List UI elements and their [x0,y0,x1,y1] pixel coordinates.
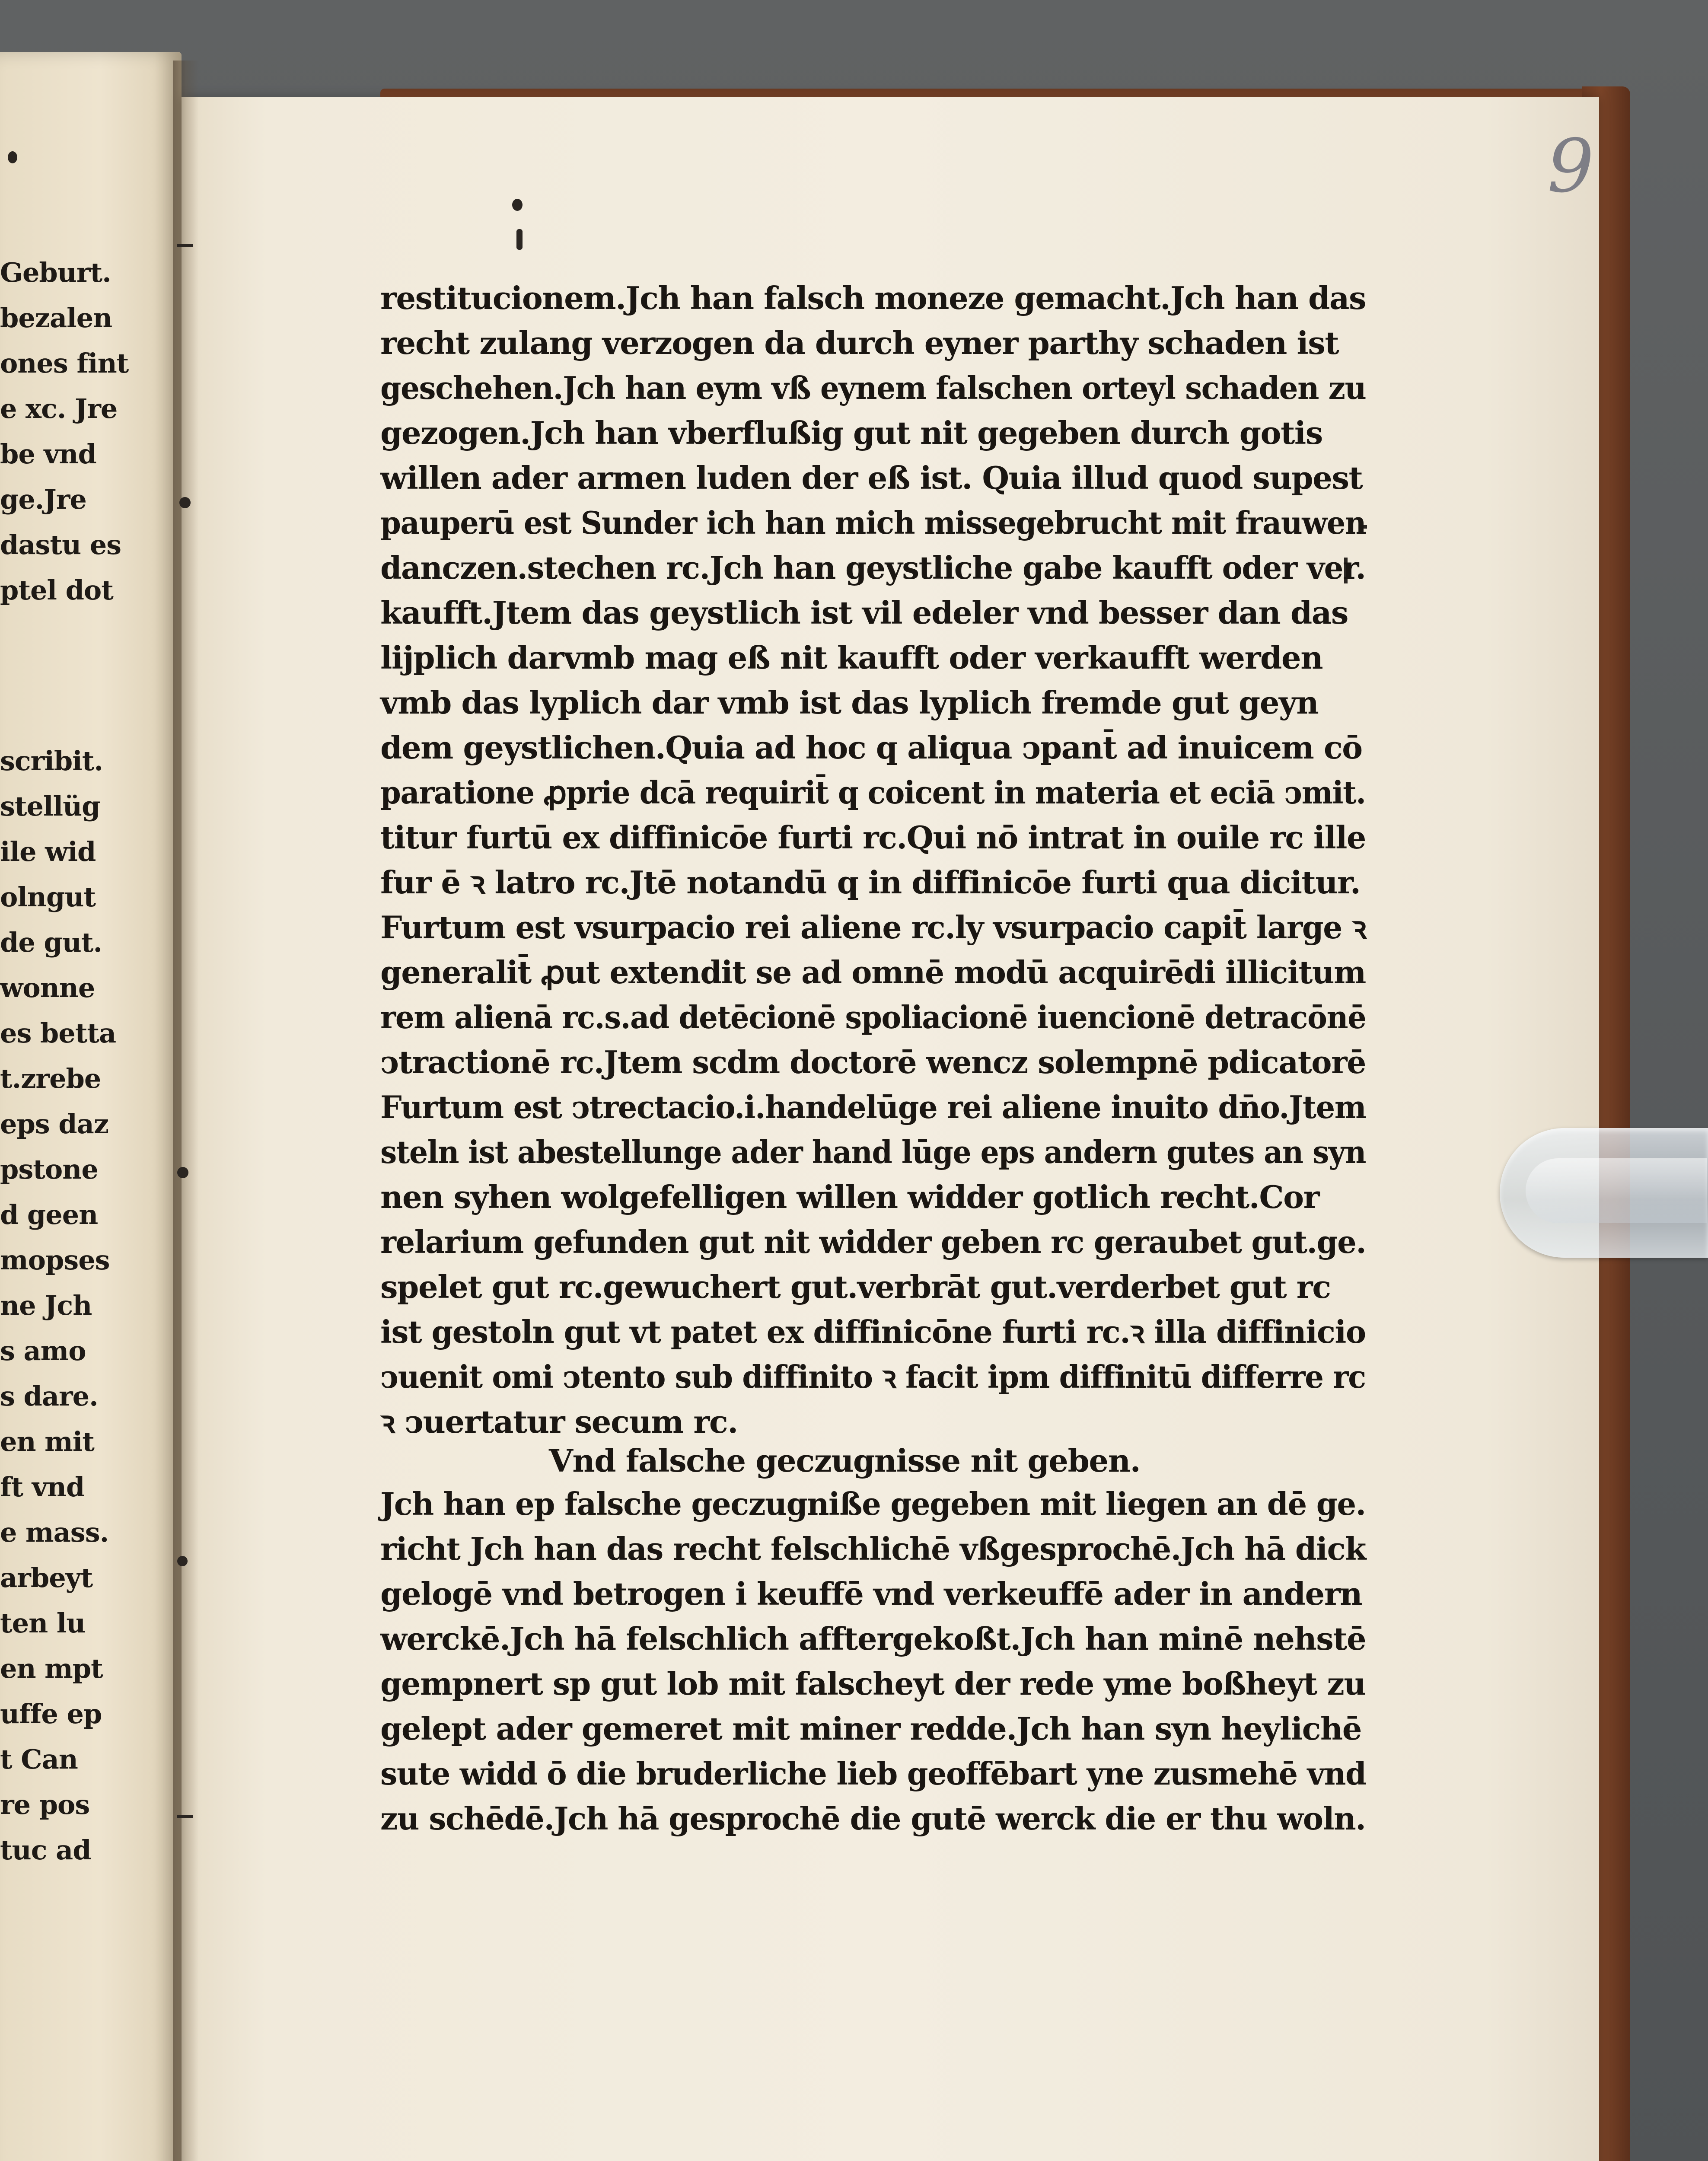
text-line: zu schēdē.Jch hā gesprochē die gutē werck die er thu woln. [380,1800,1366,1837]
left-page-fragment: arbeyt [0,1562,93,1594]
left-page [0,52,182,2161]
margin-tick [179,497,191,508]
text-line: relarium gefunden gut nit widder geben rc geraubet gut.ge. [380,1224,1366,1260]
text-line: geschehen.Jch han eym vß eynem falschen orteyl schaden zu [380,370,1366,406]
text-line: fur ē ꝛ latro rc.Jtē notandū q in diffinicōe furti qua dicitur. [380,864,1361,901]
margin-tick [177,1167,188,1178]
left-page-fragment: ile wid [0,836,96,867]
text-line: paratione ꝓprie dcā requirit̄ q coicent in materia et eciā ↄmit. [380,774,1366,811]
text-line: gempnert sp gut lob mit falscheyt der rede yme boßheyt zu [380,1665,1366,1702]
margin-tick [177,1556,188,1566]
text-line: steln ist abestellunge ader hand lūge eps andern gutes an syn [380,1134,1366,1170]
folio-number: 9 [1547,124,1594,209]
text-line: gelogē vnd betrogen i keuffē vnd verkeuffē ader in andern [380,1575,1362,1612]
text-line: Furtum est ↄtrectacio.i.handelūge rei aliene inuito dn̄o.Jtem [380,1089,1366,1125]
text-line: kaufft.Jtem das geystlich ist vil edeler vnd besser dan das [380,594,1348,631]
left-page-fragment: de gut. [0,927,102,958]
left-page-fragment: re pos [0,1789,90,1820]
ink-dot [512,199,523,211]
ink-dot [8,151,17,163]
text-line: werckē.Jch hā felschlich afftergekoßt.Jch han minē nehstē [380,1620,1366,1657]
section-heading: Vnd falsche geczugnisse nit geben. [549,1442,1141,1479]
left-page-fragment: uffe ep [0,1698,102,1730]
left-page-fragment: es betta [0,1017,116,1049]
left-page-fragment: be vnd [0,438,96,470]
text-line: gelept ader gemeret mit miner redde.Jch han syn heylichē [380,1710,1362,1747]
left-page-fragment: ptel dot [0,574,113,606]
left-page-fragment: olngut [0,881,96,913]
left-page-fragment: wonne [0,972,95,1004]
left-page-fragment: t Can [0,1743,78,1775]
left-page-fragment: pstone [0,1154,98,1185]
margin-tick [177,244,193,247]
text-line: restitucionem.Jch han falsch monezе gemacht.Jch han das [380,280,1366,316]
left-page-fragment: ones fint [0,347,129,379]
text-line: ↄtractionē rc.Jtem scdm doctorē wencz solempnē pdicatorē [380,1044,1366,1080]
left-page-fragment: en mit [0,1426,94,1457]
left-page-fragment: scribit. [0,745,103,777]
left-page-fragment: ge.Jre [0,484,86,515]
left-page-fragment: s amo [0,1335,86,1367]
left-page-fragment: t.zrebe [0,1063,101,1094]
left-page-fragment: stellüg [0,790,100,822]
text-line: vmb das lyplich dar vmb ist das lyplich fremde gut geyn [380,684,1319,721]
text-line: pauperū est Sunder ich han mich missegebrucht mit frauwen [380,504,1366,541]
text-line: rem alienā rc.s.ad detēcionē spoliacionē iuencionē detracōnē [380,999,1366,1036]
text-line: generalit̄ ꝓut extendit se ad omnē modū acquirēdi illicitum [380,954,1366,991]
text-line: lijplich darvmb mag eß nit kaufft oder verkaufft werden [380,639,1323,676]
text-line: nen syhen wolgefelligen willen widder gotlich recht.Cor [380,1179,1319,1215]
left-page-fragment: ft vnd [0,1471,85,1503]
left-page-fragment: bezalen [0,302,112,334]
ink-mark [516,229,523,250]
text-line: Jch han ep falsche geczugniße gegeben mit liegen an dē ge. [380,1485,1366,1522]
left-page-fragment: tuc ad [0,1834,91,1866]
text-line: titur furtū ex diffinicōe furti rc.Qui nō intrat in ouile rc ille [380,819,1366,856]
text-line: danczen.stechen rc.Jch han geystliche gabe kaufft oder ver. [380,549,1366,586]
margin-tick [177,1815,193,1818]
page-clamp [1500,1128,1708,1258]
left-page-fragment: eps daz [0,1108,109,1140]
left-page-fragment: e mass. [0,1517,109,1548]
text-line: willen ader armen luden der eß ist. Quia illud quod supest [380,459,1363,496]
page-gutter-shadow [173,61,199,2161]
text-line: ꝛ ↄuertatur secum rc. [380,1403,738,1440]
text-line: sute widd ō die bruderliche lieb geoffēbart yne zusmehē vnd [380,1755,1366,1792]
left-page-fragment: ten lu [0,1607,86,1639]
text-line: gezogen.Jch han vberflußig gut nit gegeben durch gotis [380,414,1322,451]
left-page-fragment: s dare. [0,1380,98,1412]
text-line: richt Jch han das recht felschlichē vßgesprochē.Jch hā dick [380,1530,1366,1567]
text-line: ↄuenit omi ↄtento sub diffinito ꝛ facit ipm diffinitū differre rc [380,1358,1366,1395]
text-line: spelet gut rc.gewuchert gut.verbrāt gut.verderbet gut rc [380,1269,1331,1305]
left-page-fragment: Geburt. [0,257,111,288]
text-line: Furtum est vsurpacio rei aliene rc.ly vsurpacio capit̄ large ꝛ [380,909,1366,946]
text-line: ist gestoln gut vt patet ex diffinicōne furti rc.ꝛ illa diffinicio [380,1313,1366,1350]
left-page-fragment: mopses [0,1244,110,1276]
page-clamp-highlight [1526,1158,1707,1223]
left-page-fragment: e xc. Jre [0,393,118,424]
left-page-fragment: en mpt [0,1653,103,1684]
text-line: recht zulang verzogen da durch eyner parthy schaden ist [380,325,1339,361]
left-page-fragment: dastu es [0,529,121,561]
left-page-fragment: d geen [0,1199,98,1230]
left-page-fragment: ne Jch [0,1290,92,1321]
text-line: dem geystlichen.Quia ad hoc q aliqua ↄpant̄ ad inuicem cō [380,729,1362,766]
